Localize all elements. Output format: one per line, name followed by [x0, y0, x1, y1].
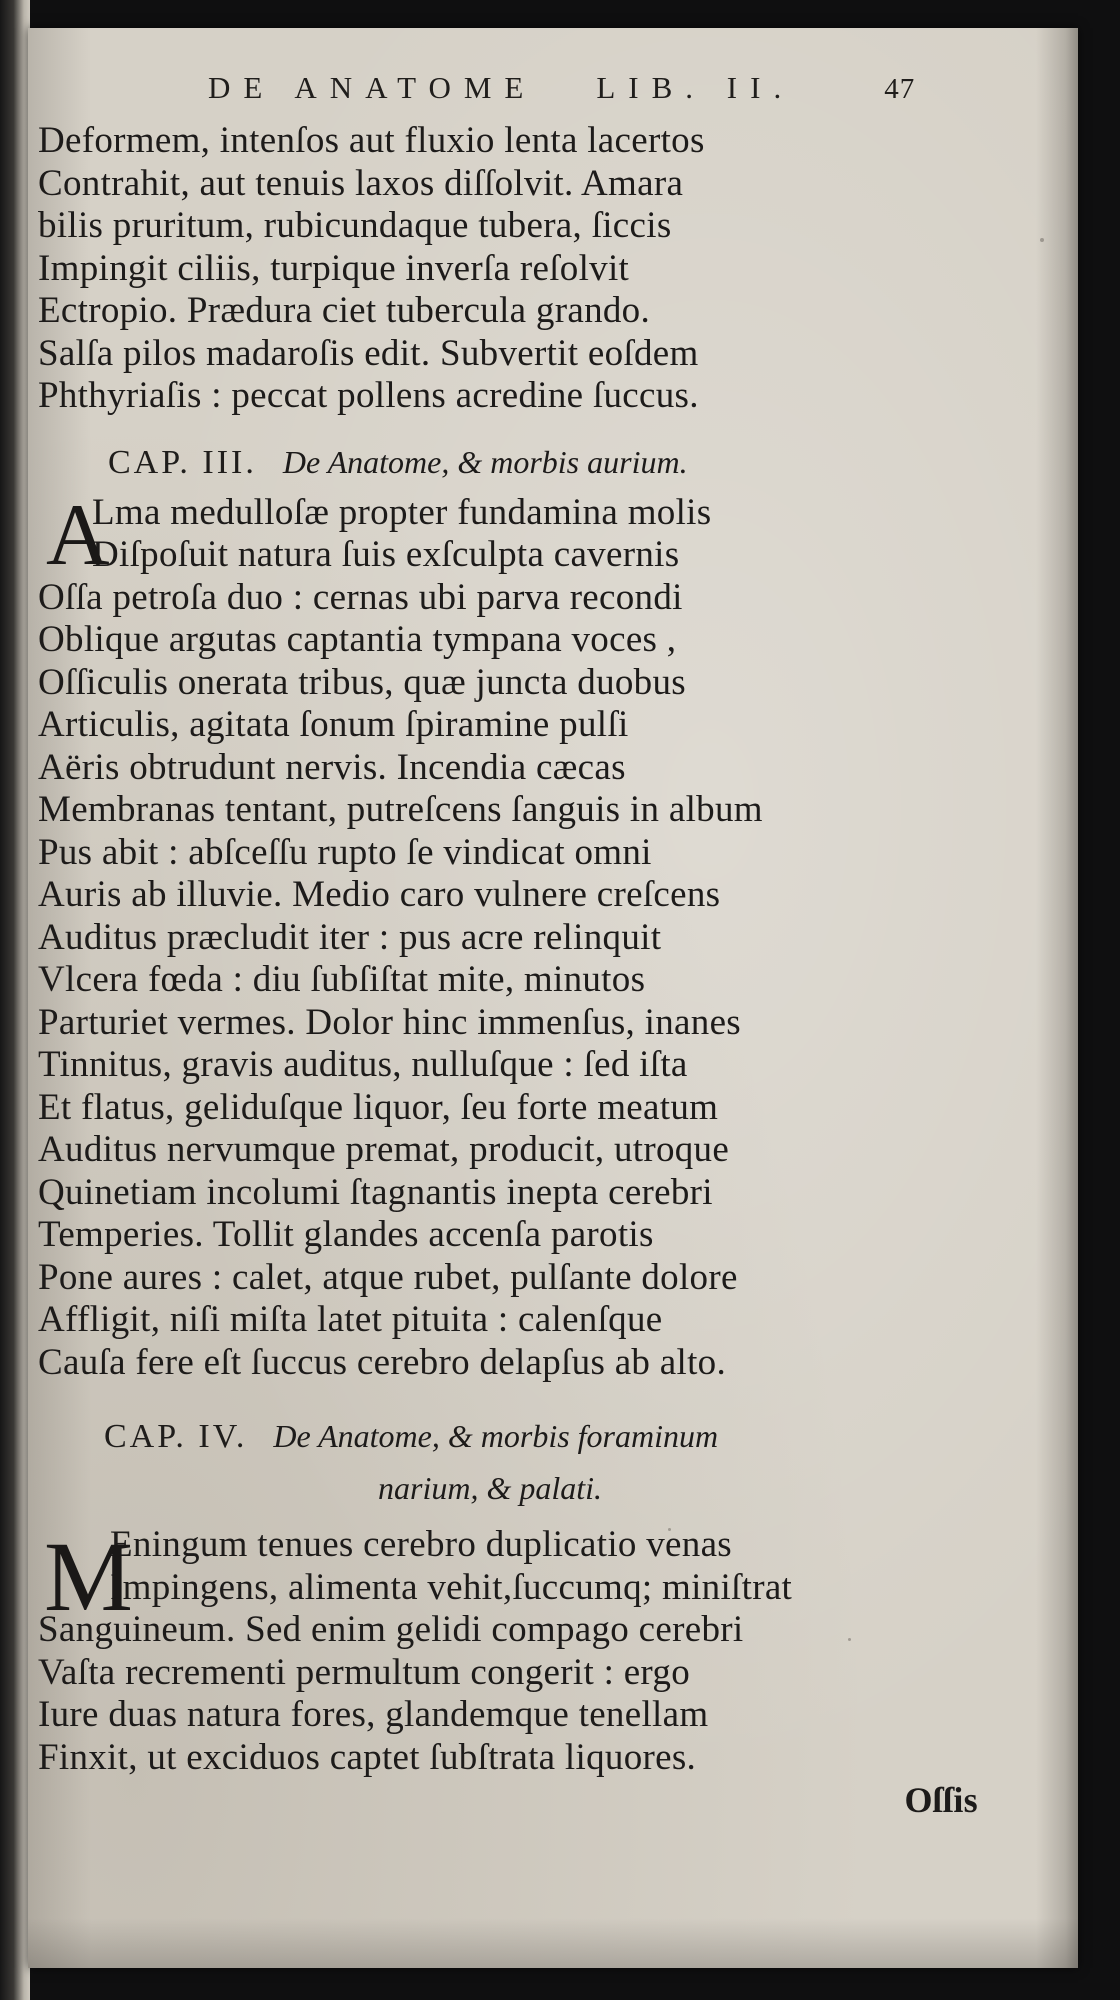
paper-speck — [1040, 238, 1044, 242]
verse-line: Temperies. Tollit glandes accenſa parotis — [38, 1214, 654, 1255]
running-head — [38, 70, 978, 120]
chapter-title-continued: narium, & palati. — [378, 1470, 603, 1506]
drop-cap-initial: M — [44, 1521, 134, 1632]
page-edge-shadow — [1036, 28, 1078, 1968]
chapter-number: CAP. III. — [108, 443, 257, 481]
verse-line: Impingens, alimenta vehit,ſuccumq; miniſtrat — [110, 1566, 793, 1608]
chapter-4-verse — [38, 1521, 978, 1825]
verse-line: Diſpoſuit natura ſuis exſculpta cavernis — [92, 534, 680, 575]
verse-line: Vaſta recrementi permultum congerit : ergo — [38, 1651, 690, 1693]
verse-line: Auditus nervumque premat, producit, utroque — [38, 1129, 730, 1170]
verse-line: Cauſa fere eſt ſuccus cerebro delapſus ab alto. — [38, 1341, 727, 1383]
verse-line: Quinetiam incolumi ſtagnantis inepta cerebri — [38, 1171, 713, 1213]
drop-cap-initial: A — [46, 486, 110, 584]
chapter-3-heading — [38, 418, 978, 492]
verse-line: Sanguineum. Sed enim gelidi compago cerebri — [38, 1609, 744, 1650]
page-bottom-shadow — [28, 1918, 1078, 1968]
page-number: 47 — [884, 73, 916, 105]
verse-line: Parturiet vermes. Dolor hinc immenſus, inanes — [38, 1001, 741, 1043]
verse-line: Et flatus, geliduſque liquor, ſeu forte meatum — [38, 1086, 719, 1128]
chapter-number: CAP. IV. — [104, 1418, 248, 1455]
verse-line: Lma medulloſæ propter fundamina molis — [92, 491, 712, 533]
verse-line: Oſſa petroſa duo : cernas ubi parva recondi — [38, 576, 683, 618]
catchword: Oſſis — [904, 1780, 978, 1820]
verse-line: Oblique argutas captantia tympana voces , — [38, 619, 677, 660]
verse-line: Tinnitus, gravis auditus, nulluſque : ſed iſta — [38, 1044, 688, 1085]
verse-line: Impingit ciliis, turpique inverſa reſolvit — [38, 247, 630, 289]
book-gutter — [0, 0, 30, 2000]
verse-line: Auditus præcludit iter : pus acre relinquit — [38, 916, 662, 958]
verse-line: Aëris obtrudunt nervis. Incendia cæcas — [38, 746, 626, 788]
verse-line: Contrahit, aut tenuis laxos diſſolvit. Amara — [38, 162, 684, 204]
intro-verse — [38, 120, 978, 418]
book-page — [28, 28, 1078, 1968]
page-text — [38, 70, 978, 1825]
verse-line: Pone aures : calet, atque rubet, pulſante dolore — [38, 1256, 738, 1298]
chapter-3-verse — [38, 486, 978, 1385]
chapter-title: De Anatome, & morbis aurium. — [282, 443, 688, 480]
verse-line: Ectropio. Prædura ciet tubercula grando. — [38, 290, 651, 331]
verse-line: Membranas tentant, putreſcens ſanguis in album — [38, 789, 763, 830]
verse-line: Oſſiculis onerata tribus, quæ juncta duobus — [38, 661, 686, 703]
chapter-4-heading — [38, 1384, 978, 1466]
running-head-title: DE ANATOME — [208, 70, 537, 105]
verse-line: Pus abit : abſceſſu rupto ſe vindicat omni — [38, 831, 652, 873]
verse-line: Deformem, intenſos aut fluxio lenta lacertos — [38, 120, 705, 161]
verse-line: Auris ab illuvie. Medio caro vulnere creſcens — [38, 874, 721, 915]
verse-line: Salſa pilos madaroſis edit. Subvertit eoſdem — [38, 332, 699, 374]
verse-line: Vlcera fœda : diu ſubſiſtat mite, minutos — [38, 959, 646, 1000]
verse-line: Affligit, niſi miſta latet pituita : calenſque — [38, 1299, 663, 1340]
verse-line: Phthyriaſis : peccat pollens acredine ſuccus. — [38, 375, 699, 416]
verse-line: Iure duas natura fores, glandemque tenellam — [38, 1694, 709, 1735]
verse-line: Finxit, ut exciduos captet ſubſtrata liquores. — [38, 1736, 697, 1778]
verse-line: Eningum tenues cerebro duplicatio venas — [110, 1524, 733, 1565]
verse-line: bilis pruritum, rubicundaque tubera, ſiccis — [38, 205, 672, 246]
verse-line: Articulis, agitata ſonum ſpiramine pulſi — [38, 704, 629, 745]
chapter-title: De Anatome, & morbis foraminum — [273, 1418, 719, 1454]
running-head-book: LIB. II. — [596, 70, 795, 105]
